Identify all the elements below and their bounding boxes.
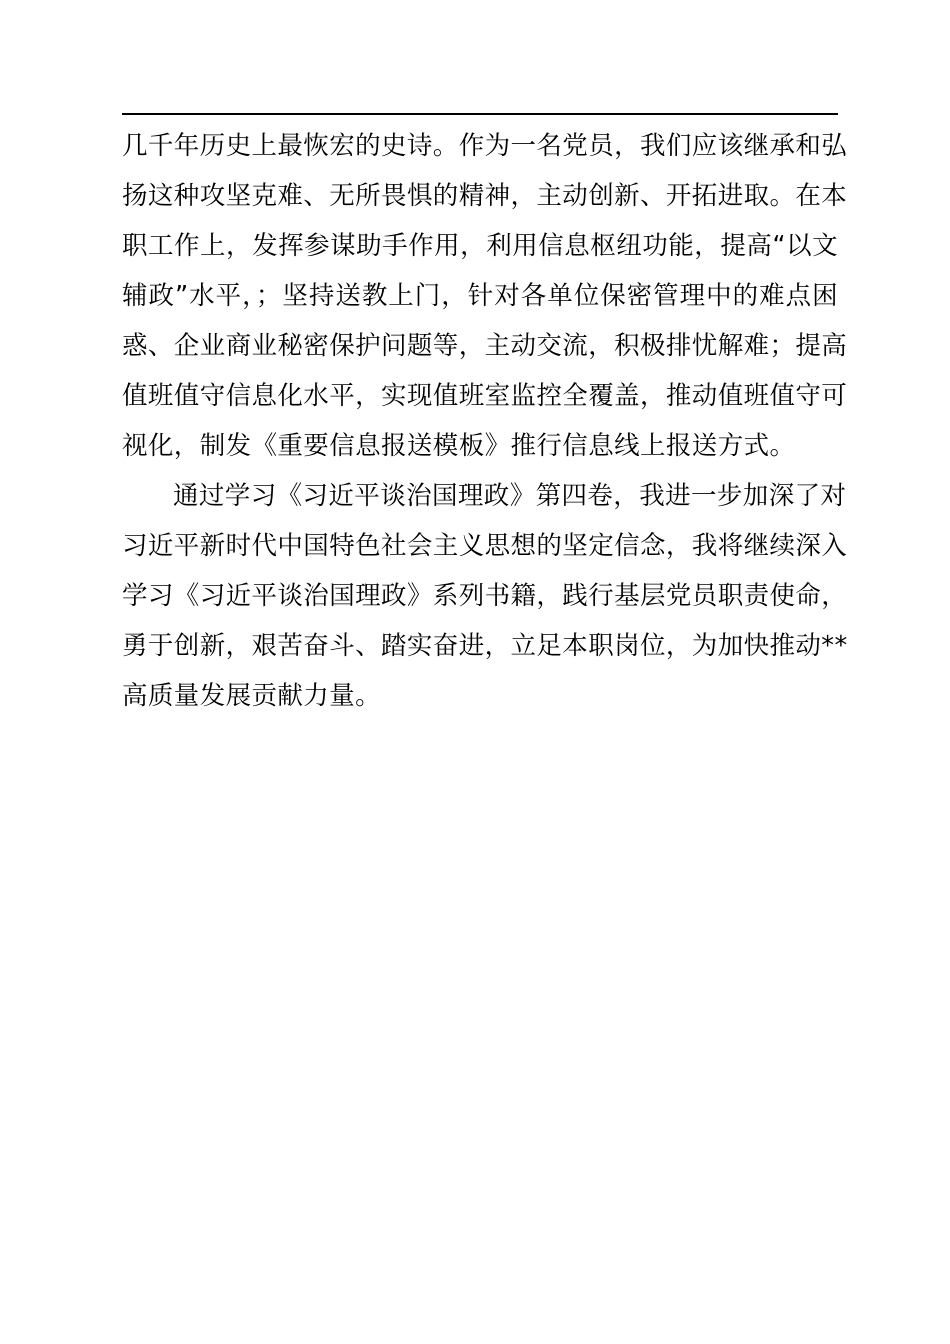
text-line: 习近平新时代中国特色社会主义思想的坚定信念，我将继续深入 <box>122 531 848 561</box>
text-line: 视化，制发《重要信息报送模板》推行信息线上报送方式。 <box>122 431 796 461</box>
text-line: 值班值守信息化水平，实现值班室监控全覆盖，推动值班值守可 <box>122 381 848 411</box>
text-line: 学习《习近平谈治国理政》系列书籍，践行基层党员职责使命， <box>122 581 848 611</box>
text-line: 惑、企业商业秘密保护问题等，主动交流，积极排忧解难；提高 <box>122 331 848 361</box>
text-line: 高质量发展贡献力量。 <box>122 681 382 711</box>
text-line: 职工作上，发挥参谋助手作用，利用信息枢纽功能，提高“以文 <box>122 231 838 261</box>
text-line: 辅政”水平，；坚持送教上门，针对各单位保密管理中的难点困 <box>122 281 838 311</box>
document-body <box>122 121 848 721</box>
header-rule <box>122 113 838 115</box>
paragraph-2 <box>122 471 848 721</box>
text-line: 几千年历史上最恢宏的史诗。作为一名党员，我们应该继承和弘 <box>122 131 848 161</box>
text-line: 通过学习《习近平谈治国理政》第四卷，我进一步加深了对 <box>173 481 847 511</box>
paragraph-1 <box>122 121 848 471</box>
text-line: 扬这种攻坚克难、无所畏惧的精神，主动创新、开拓进取。在本 <box>122 181 848 211</box>
text-line: 勇于创新，艰苦奋斗、踏实奋进，立足本职岗位，为加快推动** <box>122 631 848 661</box>
